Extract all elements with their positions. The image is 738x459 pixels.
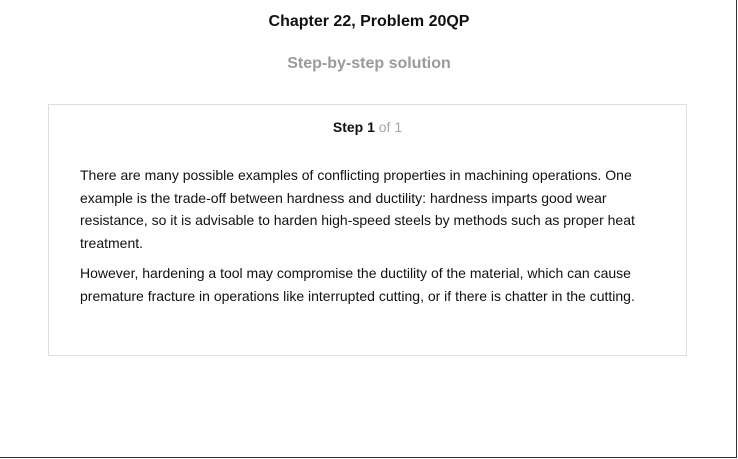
step-label: Step 1 xyxy=(332,119,375,135)
chapter-title: Chapter 22, Problem 20QP xyxy=(268,13,470,30)
step-count: of 1 xyxy=(378,119,403,135)
step-body xyxy=(80,164,665,315)
step-paragraph: There are many possible examples of conflicting properties in machining operations. One example is the trade-off between hardness and ductility: hardness imparts good wear resistance, so it is advisable to harden high-speed steels by methods such as proper heat treatment. xyxy=(80,167,635,251)
step-card xyxy=(48,104,687,356)
step-paragraph: However, hardening a tool may compromise the ductility of the material, which can cause premature fracture in operations like interrupted cutting, or if there is chatter in the cutting. xyxy=(80,265,635,304)
solution-subtitle: Step-by-step solution xyxy=(287,55,451,72)
step-header xyxy=(49,119,686,135)
